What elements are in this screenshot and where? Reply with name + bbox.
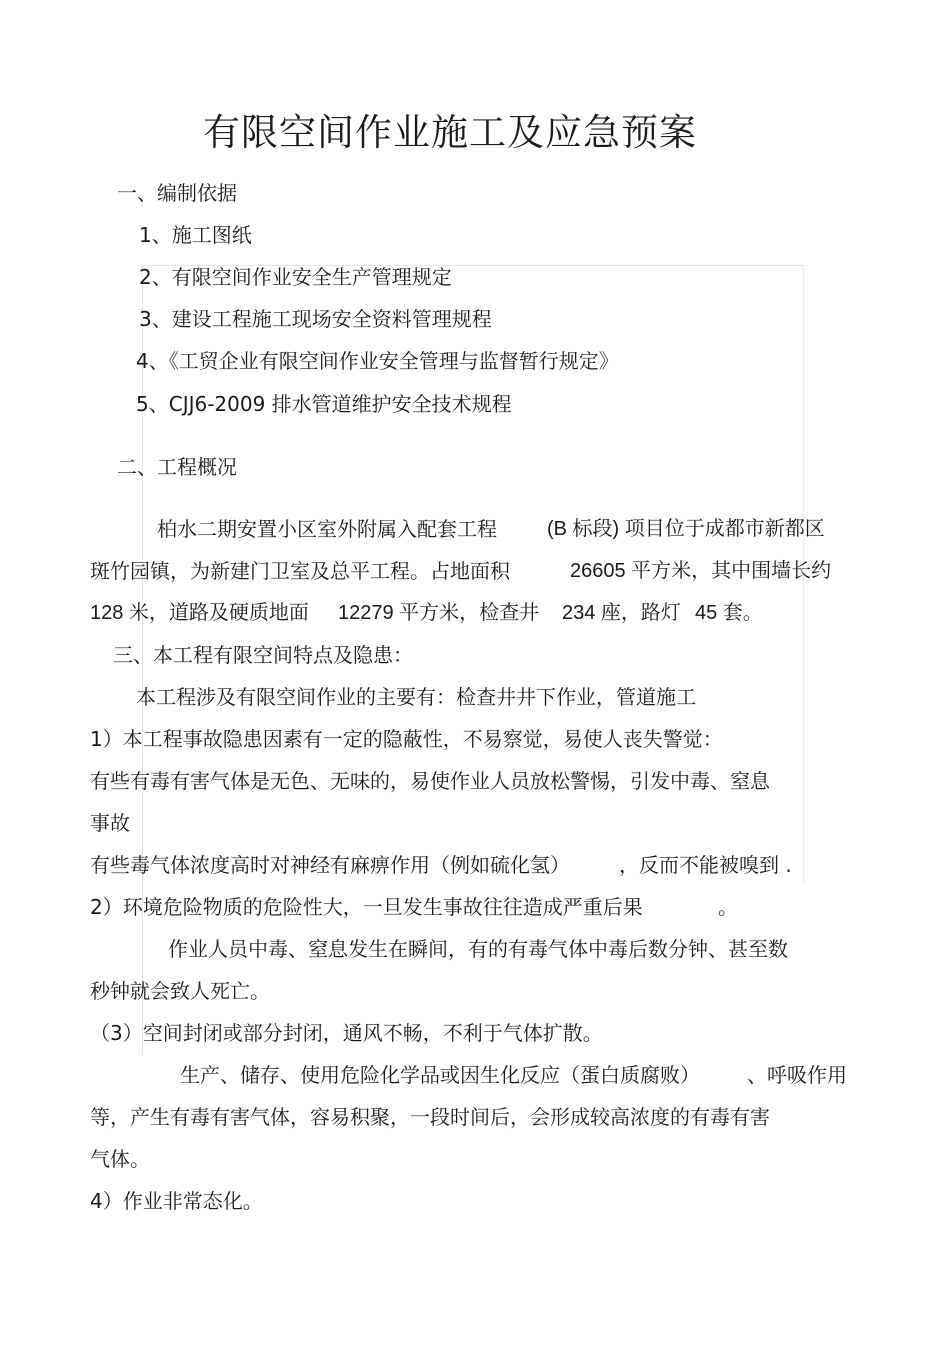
- overview-line-3b: 12279 平方米，检查井: [338, 602, 540, 624]
- section2-heading: 二、工程概况: [117, 455, 237, 479]
- hazard-line-13: 4）作业非常态化。: [90, 1189, 263, 1213]
- basis-item-4: 4、《工贸企业有限空间作业安全管理与监督暂行规定》: [136, 349, 619, 373]
- overview-line-3a: 128 米，道路及硬质地面: [90, 602, 309, 624]
- hazard-line-8: 秒钟就会致人死亡。: [90, 979, 270, 1003]
- hazard-line-1: 本工程涉及有限空间作业的主要有：检查井井下作业，管道施工: [136, 685, 696, 709]
- hazard-line-7: 作业人员中毒、窒息发生在瞬间，有的有毒气体中毒后数分钟、甚至数: [168, 937, 788, 961]
- hazard-line-4: 事故: [90, 811, 130, 835]
- hazard-line-11: 等，产生有毒有害气体，容易积聚，一段时间后，会形成较高浓度的有毒有害: [90, 1105, 770, 1129]
- section3-heading: 三、本工程有限空间特点及隐患：: [113, 643, 413, 667]
- hazard-line-12: 气体。: [90, 1147, 150, 1171]
- overview-line-3d: 45 套。: [695, 602, 763, 624]
- hazard-line-10a: 生产、储存、使用危险化学品或因生化反应（蛋白质腐败）: [180, 1063, 700, 1087]
- hazard-line-9: （3）空间封闭或部分封闭，通风不畅，不利于气体扩散。: [90, 1021, 603, 1045]
- basis-item-5: 5、CJJ6-2009 排水管道维护安全技术规程: [136, 392, 512, 416]
- hazard-line-2: 1）本工程事故隐患因素有一定的隐蔽性，不易察觉，易使人丧失警觉：: [90, 727, 723, 751]
- overview-line-1b: (B 标段) 项目位于成都市新都区: [547, 518, 825, 540]
- hazard-line-10b: 、呼吸作用: [747, 1063, 847, 1087]
- overview-line-1a: 柏水二期安置小区室外附属入配套工程: [157, 517, 497, 541]
- document-title: 有限空间作业施工及应急预案: [203, 111, 697, 154]
- section1-heading: 一、编制依据: [117, 181, 237, 205]
- overview-line-2a: 斑竹园镇，为新建门卫室及总平工程。占地面积: [90, 559, 510, 583]
- basis-item-1: 1、施工图纸: [139, 223, 252, 247]
- hazard-line-5b: ，反而不能被嗅到 .: [619, 853, 792, 877]
- hazard-line-5a: 有些毒气体浓度高时对神经有麻痹作用（例如硫化氢）: [90, 853, 570, 877]
- overview-line-3c: 234 座，路灯: [562, 602, 681, 624]
- basis-item-3: 3、建设工程施工现场安全资料管理规程: [139, 307, 492, 331]
- hazard-line-6a: 2）环境危险物质的危险性大，一旦发生事故往往造成严重后果: [90, 895, 643, 919]
- basis-item-2: 2、有限空间作业安全生产管理规定: [139, 265, 452, 289]
- hazard-line-6b: 。: [718, 895, 738, 919]
- overview-line-2b: 26605 平方米，其中围墙长约: [570, 560, 832, 582]
- hazard-line-3: 有些有毒有害气体是无色、无味的，易使作业人员放松警惕，引发中毒、窒息: [90, 769, 770, 793]
